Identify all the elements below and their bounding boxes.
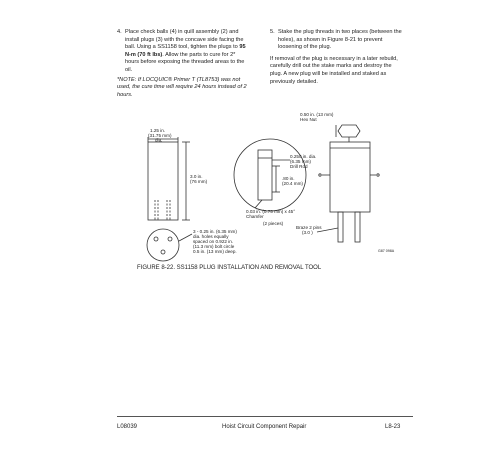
- step-4-number: 4.: [117, 29, 122, 35]
- pin-right: [355, 212, 360, 242]
- removal-paragraph: If removal of the plug is necessary in a later rebuild, carefully drill out the stake marks and destroy the plug. A new plug will be installed and staked as previously detailed.: [270, 55, 398, 85]
- figure-caption: FIGURE 8-22. SS1158 PLUG INSTALLATION AND REMOVAL TOOL: [137, 265, 322, 271]
- dim-holes: 3 - 0.25 in. (6.35 mm) dia. holes equally spaced on 0.922 in. (11.3 mm) bolt circle 0.5 in. (13 mm) deep.: [193, 229, 237, 254]
- removal-tool-body: [330, 142, 370, 212]
- dim-pieces: (2 pieces): [263, 221, 284, 226]
- footer-rule: [117, 416, 413, 417]
- dim-braze: Braze 2 pins (3.0 ): [296, 225, 322, 235]
- tool-end-view: [147, 229, 179, 261]
- dim-length: 3.0 in. (76 mm): [190, 174, 208, 184]
- step-5-text: Stake the plug threads in two places (between the holes), as shown in Figure 8-21 to prevent loosening of the plug.: [278, 29, 402, 51]
- ref-code: G87 098A: [378, 249, 395, 253]
- dim-top-width: 1.25 in. (31.75 mm) dia.: [148, 128, 172, 143]
- step-5-number: 5.: [270, 29, 275, 35]
- tool-body-outline: [148, 142, 178, 220]
- dim-rod: 0.250 in. dia. (6.35 mm) Drill Rod: [290, 154, 317, 169]
- step-4-torque: 95 N-m (70 ft lbs): [125, 44, 246, 58]
- footer-right: L8-23: [385, 424, 401, 430]
- hex-nut: [338, 125, 360, 137]
- dim-chamfer: 0.03 in. (0.75 mm) x 45° Chamfer: [246, 209, 296, 219]
- step-4-text-b: . Allow the parts to cure for 2* hours before exposing the threaded areas to the oil.: [125, 51, 245, 73]
- locquic-note: *NOTE: If LOCQUIC® Primer T (TL8753) was not used, the cure time will require 24 hours instead of 2 hours.: [117, 76, 247, 98]
- footer-left: L08039: [117, 424, 138, 430]
- footer-center: Hoist Circuit Component Repair: [222, 424, 307, 430]
- pin-left: [338, 212, 343, 242]
- dim-pin: .80 in. (20.4 mm): [282, 176, 303, 186]
- dim-hex: 0.50 in. (13 mm) Hex Nut: [300, 112, 334, 122]
- step-4-text-a: Place check balls (4) in quill assembly (2) and install plugs (3) with the concave side facing the ball. Using a SS1158 tool, tighten the plugs to: [125, 29, 244, 51]
